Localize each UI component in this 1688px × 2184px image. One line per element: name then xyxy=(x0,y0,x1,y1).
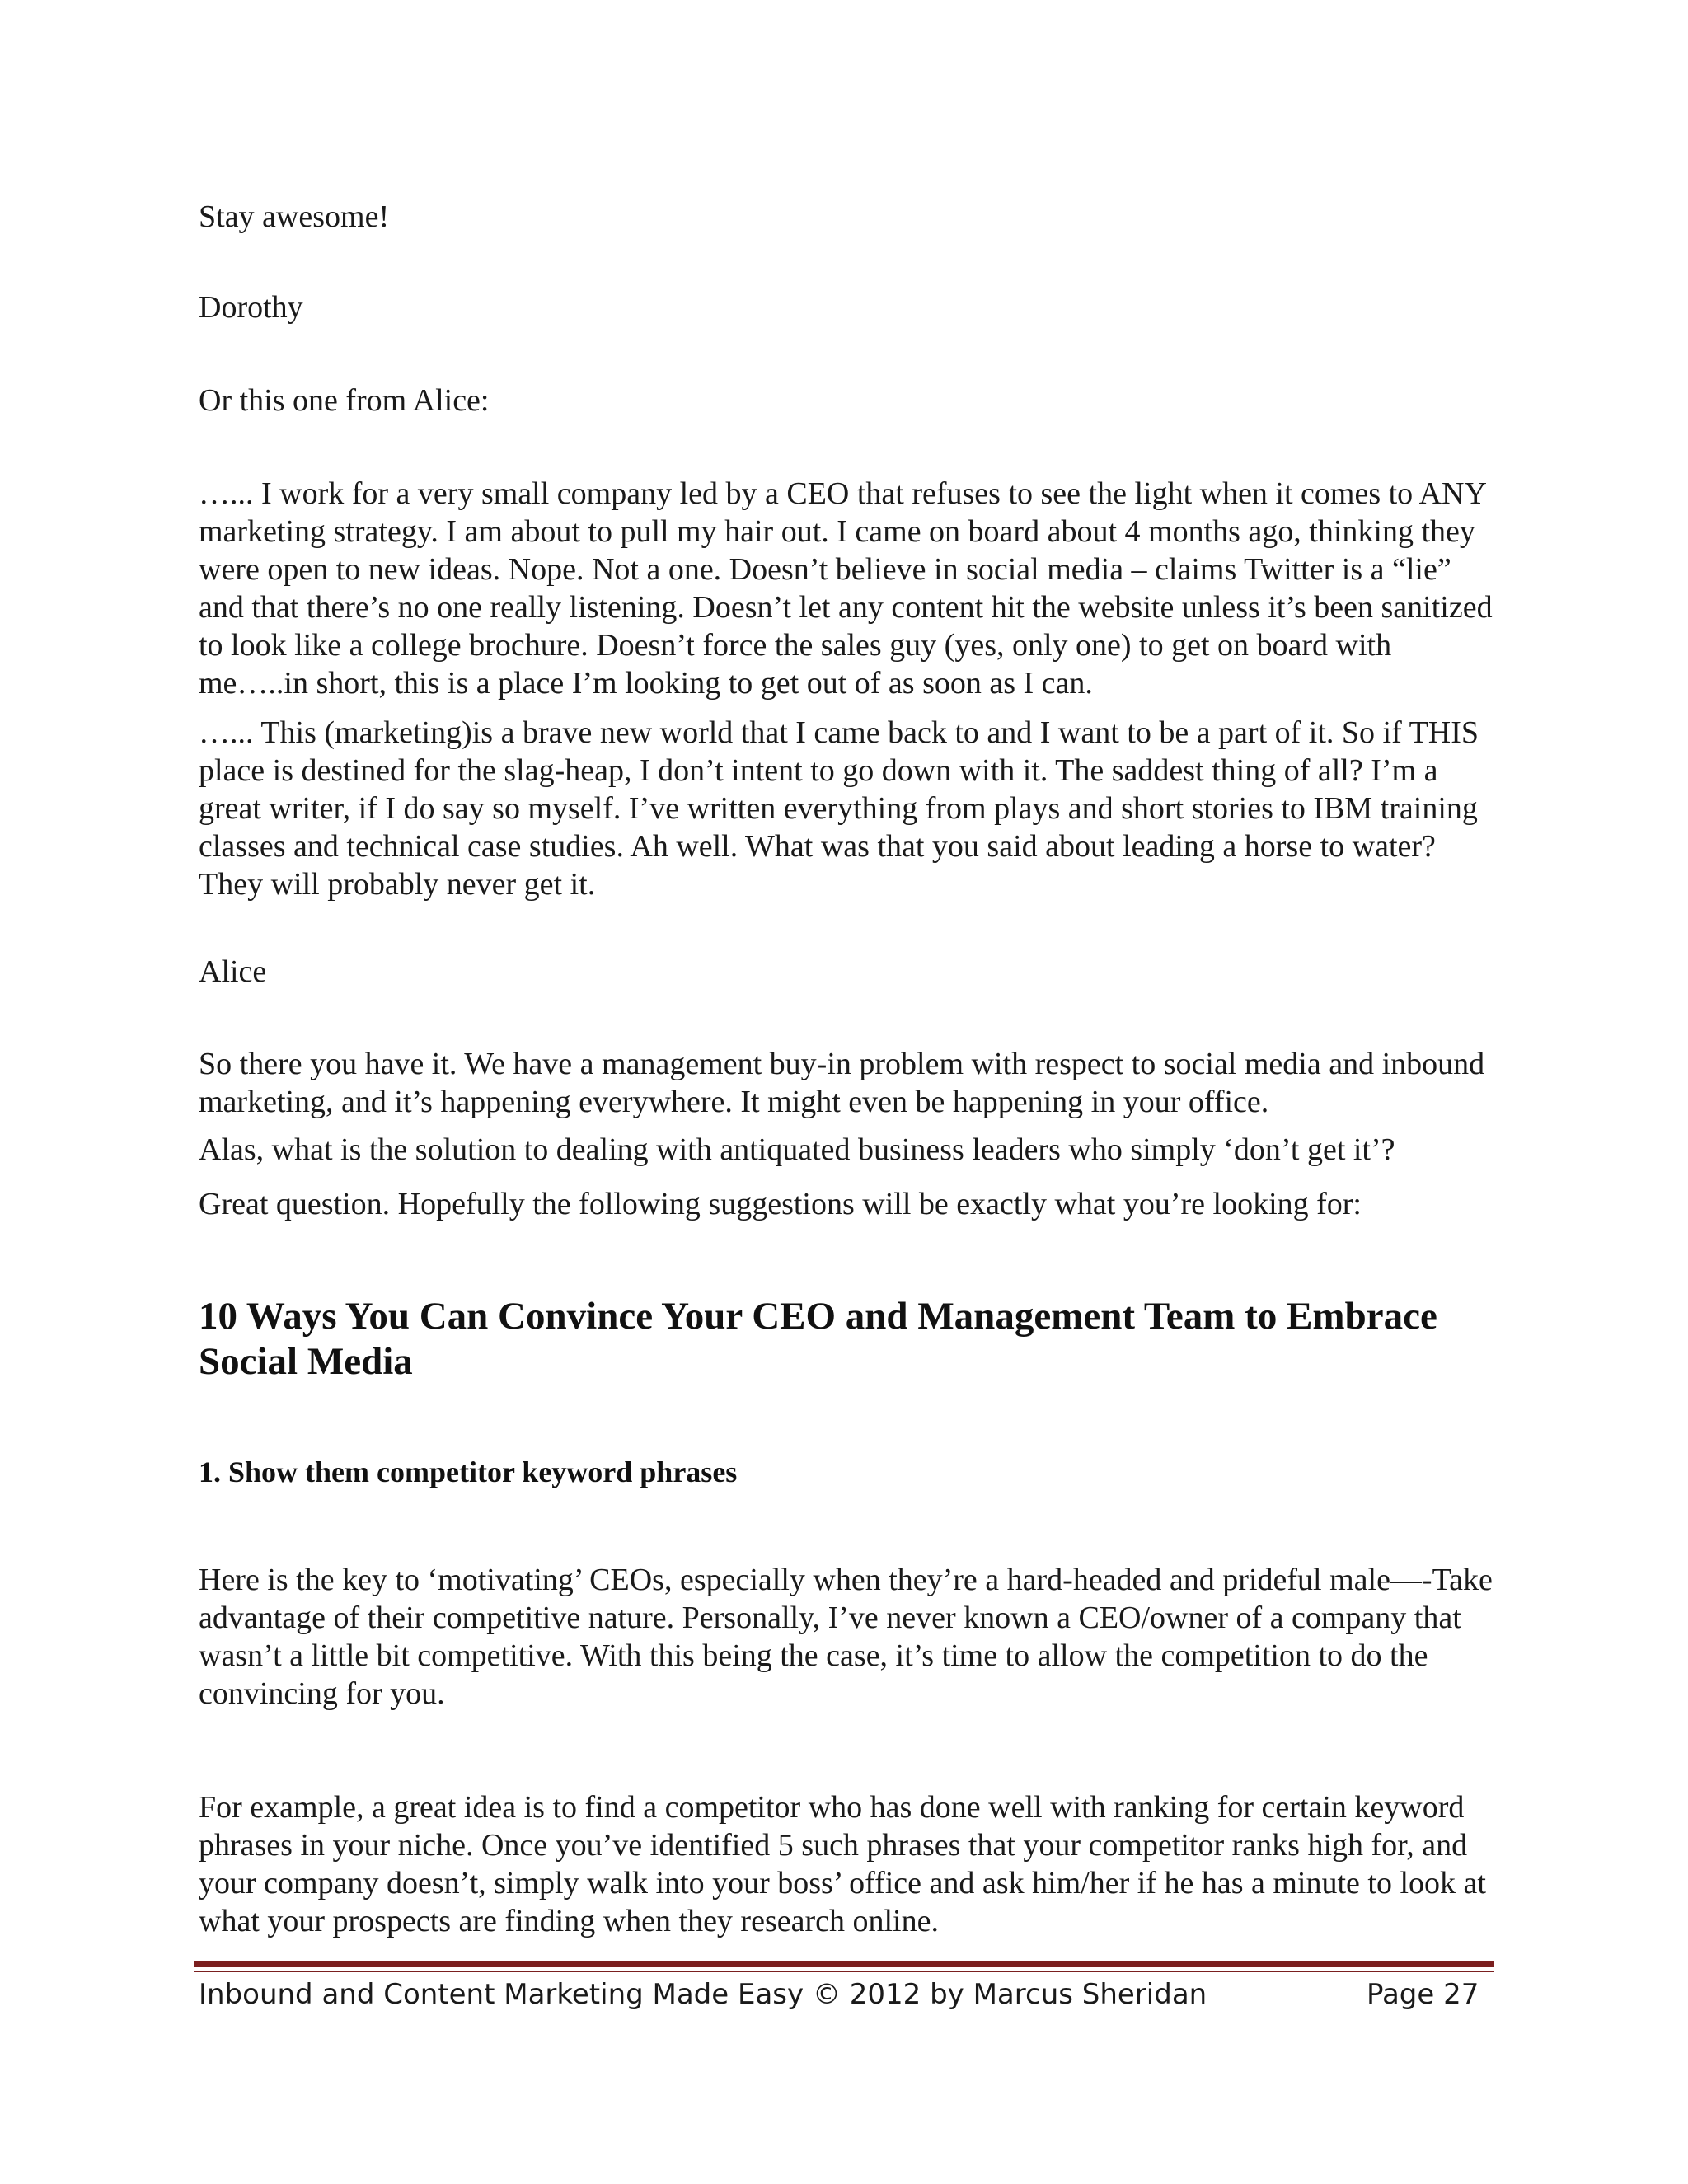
paragraph-key-motivating: Here is the key to ‘motivating’ CEOs, especially when they’re a hard-headed and prideful male—-Take advantage of their competitive nature. Personally, I’ve never known a CEO/owner of a company that wasn’t a little bit competitive. With this being the case, it’s time to allow the competition to do the convincing for you. xyxy=(199,1563,1493,1711)
alice-letter-paragraph-1: …... I work for a very small company led by a CEO that refuses to see the light when it comes to ANY marketing strategy. I am about to pull my hair out. I came on board about 4 months ago, thinking they were open to new ideas. Nope. Not a one. Doesn’t believe in social media – claims Twitter is a “lie” and that there’s no one really listening. Doesn’t let any content hit the website unless it’s been sanitized to look like a college brochure. Doesn’t force the sales guy (yes, only one) to get on board with me…..in short, this is a place I’m looking to get out of as soon as I can. xyxy=(199,476,1493,701)
paragraph-example: For example, a great idea is to find a competitor who has done well with ranking for certain keyword phrases in your niche. Once you’ve identified 5 such phrases that your competitor ranks high for, and your company doesn’t, simply walk into your boss’ office and ask him/her if he has a minute to look at what your prospects are finding when they research online. xyxy=(199,1790,1486,1938)
footer-book-credit: Inbound and Content Marketing Made Easy © 2012 by Marcus Sheridan xyxy=(199,1978,1207,2011)
subsection-heading: 1. Show them competitor keyword phrases xyxy=(199,1455,738,1488)
signature-dorothy: Dorothy xyxy=(199,290,303,325)
footer-rule-thin xyxy=(194,1971,1494,1972)
paragraph-problem: So there you have it. We have a management buy-in problem with respect to social media and inbound marketing, and it’s happening everywhere. It might even be happening in your office. xyxy=(199,1047,1485,1119)
section-heading: 10 Ways You Can Convince Your CEO and Management Team to Embrace Social Media xyxy=(199,1295,1437,1383)
signature-alice: Alice xyxy=(199,954,267,989)
footer-page-number: Page 27 xyxy=(1367,1978,1479,2011)
paragraph-alas: Alas, what is the solution to dealing with antiquated business leaders who simply ‘don’t get it’? xyxy=(199,1132,1395,1167)
signoff-line: Stay awesome! xyxy=(199,199,390,234)
intro-alice: Or this one from Alice: xyxy=(199,383,490,418)
paragraph-great-question: Great question. Hopefully the following suggestions will be exactly what you’re looking for: xyxy=(199,1187,1362,1221)
alice-letter-paragraph-2: …... This (marketing)is a brave new world that I came back to and I want to be a part of it. So if THIS place is destined for the slag-heap, I don’t intent to go down with it. The saddest thing of all? I’m a great writer, if I do say so myself. I’ve written everything from plays and short stories to IBM training classes and technical case studies. Ah well. What was that you said about leading a horse to water? They will probably never get it. xyxy=(199,715,1479,902)
footer-rule-thick xyxy=(194,1961,1494,1967)
